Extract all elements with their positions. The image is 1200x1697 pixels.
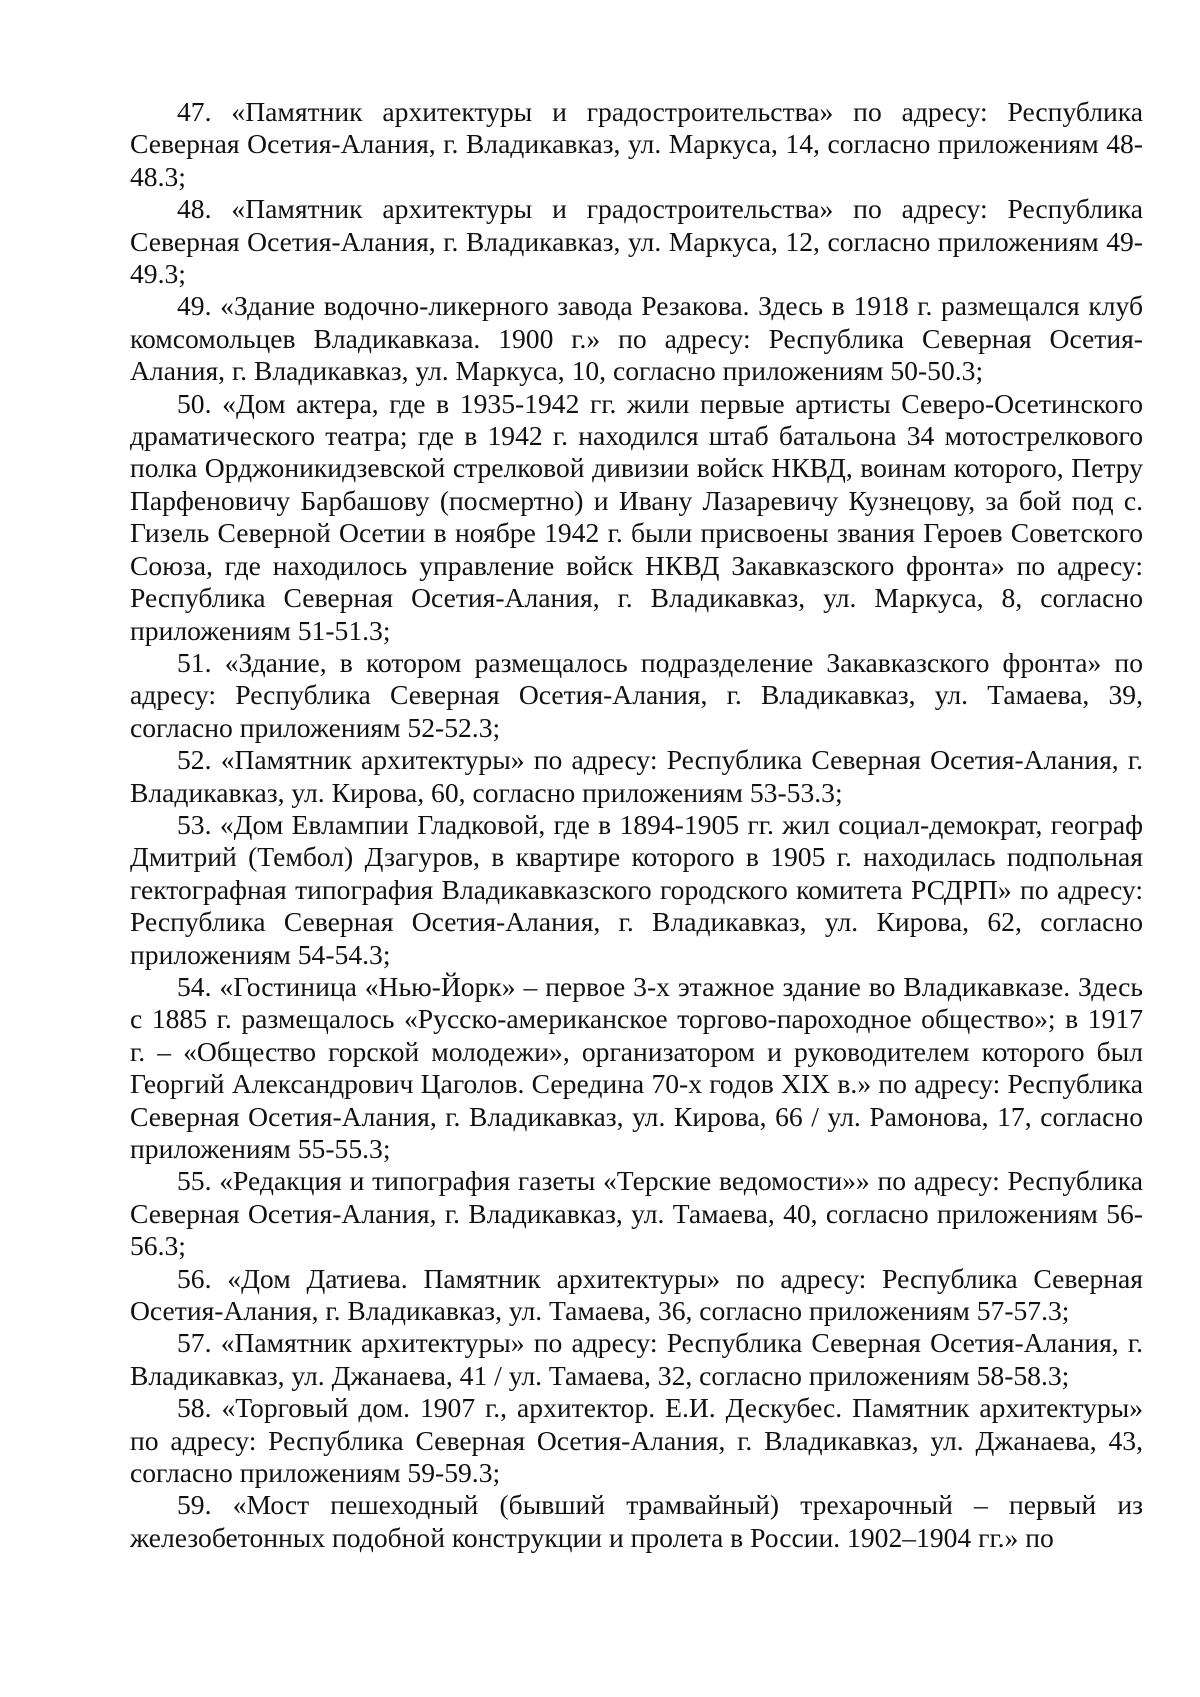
item-text: «Дом Датиева. Памятник архитектуры» по адресу: Республика Северная Осетия-Алания, г. Владикавказ, ул. Тамаева, 36, согласно приложениям 57-57.3; (130, 1262, 1143, 1327)
list-item (130, 290, 1143, 387)
list-item (130, 1327, 1143, 1392)
item-number: 50. (177, 387, 212, 419)
item-text: «Редакция и типография газеты «Терские ведомости»» по адресу: Республика Северная Осетия-Алания, г. Владикавказ, ул. Тамаева, 40, согласно приложениям 56-56.3; (130, 1165, 1143, 1262)
item-number: 59. (177, 1489, 212, 1521)
item-text: «Памятник архитектуры» по адресу: Республика Северная Осетия-Алания, г. Владикавказ, ул. Кирова, 60, согласно приложениям 53-53.3; (130, 744, 1143, 808)
item-number: 56. (177, 1262, 212, 1294)
item-text: «Памятник архитектуры и градостроительства» по адресу: Республика Северная Осетия-Алания, г. Владикавказ, ул. Маркуса, 12, согласно приложениям 49-49.3; (130, 193, 1143, 290)
item-number: 52. (177, 744, 212, 776)
item-number: 54. (177, 970, 212, 1002)
item-number: 48. (177, 193, 212, 225)
list-item (130, 388, 1143, 647)
list-item (130, 647, 1143, 744)
list-item (130, 971, 1143, 1165)
list-item (130, 1263, 1143, 1328)
item-text: «Памятник архитектуры и градостроительства» по адресу: Республика Северная Осетия-Алания, г. Владикавказ, ул. Маркуса, 14, согласно приложениям 48-48.3; (130, 96, 1143, 192)
list-item (130, 1489, 1143, 1554)
item-number: 55. (177, 1165, 212, 1197)
list-item (130, 1392, 1143, 1489)
item-number: 47. (177, 96, 212, 127)
document-page (130, 96, 1143, 1554)
item-text: «Гостиница «Нью-Йорк» – первое 3-х этажное здание во Владикавказе. Здесь с 1885 г. размещалось «Русско-американское торгово-пароходное общество»; в 1917 г. – «Общество горской молодежи», организатором и руководителем которого был Георгий Александрович Цаголов. Середина 70-х годов XIX в.» по адресу: Республика Северная Осетия-Алания, г. Владикавказ, ул. Кирова, 66 / ул. Рамонова, 17, согласно приложениям 55-55.3; (130, 970, 1143, 1164)
item-text: «Памятник архитектуры» по адресу: Республика Северная Осетия-Алания, г. Владикавказ, ул. Джанаева, 41 / ул. Тамаева, 32, согласно приложениям 58-58.3; (130, 1327, 1143, 1391)
item-number: 49. (177, 290, 212, 322)
item-text: «Мост пешеходный (бывший трамвайный) трехарочный – первый из железобетонных подобной конструкции и пролета в России. 1902–1904 гг.» по (130, 1489, 1143, 1553)
list-item (130, 193, 1143, 290)
list-item (130, 744, 1143, 809)
list-item (130, 96, 1143, 193)
list-item (130, 1165, 1143, 1262)
item-text: «Здание, в котором размещалось подразделение Закавказского фронта» по адресу: Республика Северная Осетия-Алания, г. Владикавказ, ул. Тамаева, 39, согласно приложениям 52-52.3; (130, 646, 1143, 743)
item-number: 58. (177, 1392, 212, 1424)
item-number: 51. (177, 646, 212, 678)
item-text: «Дом актера, где в 1935-1942 гг. жили первые артисты Северо-Осетинского драматического театра; где в 1942 г. находился штаб батальона 34 мотострелкового полка Орджоникидзевской стрелковой дивизии войск НКВД, воинам которого, Петру Парфеновичу Барбашову (посмертно) и Ивану Лазаревичу Кузнецову, за бой под с. Гизель Северной Осетии в ноябре 1942 г. были присвоены звания Героев Советского Союза, где находилось управление войск НКВД Закавказского фронта» по адресу: Республика Северная Осетия-Алания, г. Владикавказ, ул. Маркуса, 8, согласно приложениям 51-51.3; (130, 387, 1143, 646)
list-item (130, 809, 1143, 971)
item-text: «Здание водочно-ликерного завода Резакова. Здесь в 1918 г. размещался клуб комсомольцев Владикавказа. 1900 г.» по адресу: Республика Северная Осетия-Алания, г. Владикавказ, ул. Маркуса, 10, согласно приложениям 50-50.3; (130, 290, 1143, 387)
item-text: «Торговый дом. 1907 г., архитектор. Е.И. Дескубес. Памятник архитектуры» по адресу: Республика Северная Осетия-Алания, г. Владикавказ, ул. Джанаева, 43, согласно приложениям 59-59.3; (130, 1392, 1143, 1489)
item-number: 57. (177, 1327, 212, 1359)
item-number: 53. (177, 808, 212, 840)
item-text: «Дом Евлампии Гладковой, где в 1894-1905 гг. жил социал-демократ, географ Дмитрий (Тембол) Дзагуров, в квартире которого в 1905 г. находилась подпольная гектографная типография Владикавказского городского комитета РСДРП» по адресу: Республика Северная Осетия-Алания, г. Владикавказ, ул. Кирова, 62, согласно приложениям 54-54.3; (130, 808, 1143, 970)
